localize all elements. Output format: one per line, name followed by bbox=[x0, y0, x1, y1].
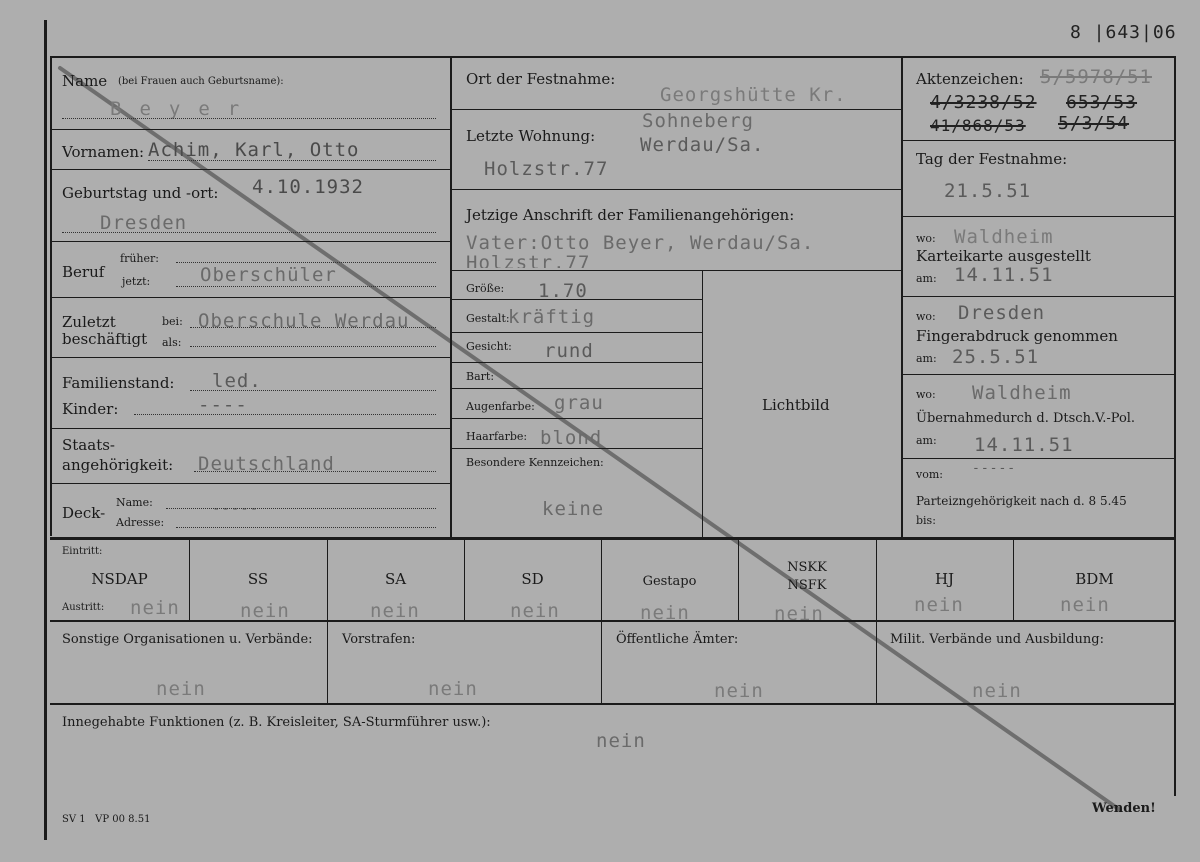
bart-label: Bart: bbox=[466, 370, 495, 383]
haar-label: Haarfarbe: bbox=[466, 430, 528, 443]
kartei-wo-value: Waldheim bbox=[954, 226, 1054, 248]
deck-value: ----- bbox=[212, 501, 260, 517]
name-note: (bei Frauen auch Geburtsname): bbox=[118, 76, 284, 87]
c2-row-line bbox=[450, 362, 702, 363]
aktenzeichen-3: 653/53 bbox=[1066, 92, 1138, 113]
lichtbild-divider bbox=[702, 270, 703, 538]
groesse-label: Größe: bbox=[466, 282, 505, 295]
zuletzt-label-2: beschäftigt bbox=[62, 330, 148, 348]
geburt-label: Geburtstag und -ort: bbox=[62, 184, 219, 202]
top-reference-number: 8 |643|06 bbox=[1070, 22, 1177, 43]
aemter-value: nein bbox=[714, 680, 764, 702]
c2-row-line bbox=[450, 418, 702, 419]
tag-festnahme-value: 21.5.51 bbox=[944, 180, 1032, 202]
zuletzt-label-1: Zuletzt bbox=[62, 313, 116, 331]
groesse-value: 1.70 bbox=[538, 280, 588, 302]
kinder-value: ---- bbox=[198, 394, 248, 416]
uebernahme-wo-value: Waldheim bbox=[972, 382, 1072, 404]
c3-row-line bbox=[901, 458, 1176, 459]
gestalt-value: kräftig bbox=[508, 306, 596, 328]
org-sd-value: nein bbox=[510, 600, 560, 622]
kartei-label: Karteikarte ausgestellt bbox=[916, 247, 1091, 265]
anschrift-value-1: Vater:Otto Beyer, Werdau/Sa. bbox=[466, 232, 815, 254]
org-bdm-name: BDM bbox=[1075, 570, 1114, 588]
zuletzt-bei-label: bei: bbox=[162, 315, 183, 328]
orgs-top-line bbox=[50, 537, 1176, 540]
vom-label: vom: bbox=[916, 468, 943, 481]
gestalt-label: Gestalt: bbox=[466, 312, 510, 325]
beruf-jetzt-label: jetzt: bbox=[122, 275, 151, 288]
col-divider-2 bbox=[901, 56, 903, 538]
milit-label: Milit. Verbände und Ausbildung: bbox=[890, 632, 1105, 647]
aktenzeichen-1: 5/5978/51 bbox=[1040, 66, 1152, 88]
org-sa-value: nein bbox=[370, 600, 420, 622]
uebernahme-am-value: 14.11.51 bbox=[974, 434, 1074, 456]
geburt-dots bbox=[62, 232, 436, 233]
staats-label-2: angehörigkeit: bbox=[62, 456, 174, 474]
org-hj-value: nein bbox=[914, 594, 964, 616]
anschrift-label: Jetzige Anschrift der Familienangehörigen: bbox=[466, 206, 795, 224]
org-ss-name: SS bbox=[247, 570, 269, 588]
augen-label: Augenfarbe: bbox=[466, 400, 535, 413]
deck-dots bbox=[166, 508, 436, 509]
vornamen-dots bbox=[148, 160, 436, 161]
aktenzeichen-2: 4/3238/52 bbox=[930, 92, 1037, 113]
finger-wo-value: Dresden bbox=[958, 302, 1046, 324]
austritt-label: Austritt: bbox=[62, 602, 105, 613]
c3-row-line bbox=[901, 216, 1176, 217]
deck-label: Deck- bbox=[62, 504, 106, 522]
familienstand-label: Familienstand: bbox=[62, 374, 175, 392]
c2-row-line bbox=[450, 189, 901, 190]
org-gestapo-value: nein bbox=[640, 602, 690, 620]
lichtbild-label: Lichtbild bbox=[762, 396, 830, 414]
gesicht-label: Gesicht: bbox=[466, 340, 512, 353]
anschrift-value-2: Holzstr.77 bbox=[466, 252, 591, 268]
misc-divider bbox=[876, 622, 877, 704]
kinder-label: Kinder: bbox=[62, 400, 119, 418]
beruf-frueher-label: früher: bbox=[120, 252, 159, 265]
wohnung-value-3: Holzstr.77 bbox=[484, 158, 609, 180]
kennzeichen-value: keine bbox=[542, 498, 605, 520]
wenden-label: Wenden! bbox=[1092, 801, 1156, 816]
bis-label: bis: bbox=[916, 514, 936, 527]
c1-row-line bbox=[50, 241, 450, 242]
org-nsdap-name: NSDAP bbox=[91, 570, 148, 588]
kinder-dots bbox=[134, 414, 436, 415]
geburt-date: 4.10.1932 bbox=[252, 176, 364, 198]
left-margin-bar bbox=[44, 20, 47, 840]
uebernahme-wo-label: wo: bbox=[916, 388, 936, 401]
c2-row-line bbox=[450, 270, 901, 271]
org-gestapo-name: Gestapo bbox=[642, 574, 697, 589]
c2-row-line bbox=[450, 332, 702, 333]
wohnung-value-2: Werdau/Sa. bbox=[640, 134, 765, 156]
augen-value: grau bbox=[554, 392, 604, 414]
milit-value: nein bbox=[972, 680, 1022, 702]
col-divider-1 bbox=[450, 56, 452, 538]
c3-row-line bbox=[901, 140, 1176, 141]
misc-divider bbox=[327, 622, 328, 704]
name-label: Name bbox=[62, 72, 108, 90]
c3-row-line bbox=[901, 374, 1176, 375]
staats-dots bbox=[194, 471, 436, 472]
haar-value: blond bbox=[540, 427, 603, 449]
deck-name-label: Name: bbox=[116, 496, 153, 509]
name-dots bbox=[62, 118, 436, 119]
org-sd-name: SD bbox=[521, 570, 544, 588]
misc-bottom-line bbox=[50, 703, 1176, 705]
tag-festnahme-label: Tag der Festnahme: bbox=[916, 150, 1068, 168]
sonstige-label: Sonstige Organisationen u. Verbände: bbox=[62, 632, 313, 647]
kartei-wo-label: wo: bbox=[916, 232, 936, 245]
zuletzt-dots bbox=[190, 327, 436, 328]
funktionen-label: Innegehabte Funktionen (z. B. Kreisleiter, SA-Sturmführer usw.): bbox=[62, 715, 491, 730]
misc-divider bbox=[601, 622, 602, 704]
kennzeichen-label: Besondere Kennzeichen: bbox=[466, 456, 604, 469]
festnahme-ort-value: Georgshütte Kr. bbox=[660, 84, 847, 106]
kartei-am-value: 14.11.51 bbox=[954, 264, 1054, 286]
aktenzeichen-label: Aktenzeichen: bbox=[916, 70, 1024, 88]
c1-row-line bbox=[50, 129, 450, 130]
orgs-bottom-line bbox=[50, 620, 1176, 622]
org-nsdap-value: nein bbox=[130, 597, 180, 619]
beruf-dots bbox=[176, 262, 436, 263]
zuletzt-dots bbox=[190, 346, 436, 347]
zuletzt-als-label: als: bbox=[162, 336, 182, 349]
c1-row-line bbox=[50, 428, 450, 429]
staats-value: Deutschland bbox=[198, 453, 335, 475]
org-nsfk-name: NSFK bbox=[787, 578, 827, 593]
c1-row-line bbox=[50, 483, 450, 484]
deck-adresse-label: Adresse: bbox=[116, 516, 165, 529]
aktenzeichen-5: 5/3/54 bbox=[1058, 113, 1130, 134]
c2-row-line bbox=[450, 388, 702, 389]
c1-row-line bbox=[50, 169, 450, 170]
geburt-place: Dresden bbox=[100, 212, 188, 234]
vorstrafen-value: nein bbox=[428, 678, 478, 700]
aktenzeichen-4: 41/868/53 bbox=[930, 116, 1026, 135]
festnahme-ort-label: Ort der Festnahme: bbox=[466, 70, 616, 88]
finger-am-label: am: bbox=[916, 352, 937, 365]
gesicht-value: rund bbox=[544, 340, 594, 362]
c3-row-line bbox=[901, 296, 1176, 297]
vornamen-label: Vornamen: bbox=[62, 143, 145, 161]
familienstand-value: led. bbox=[212, 370, 262, 392]
partei-label: Parteizngehörigkeit nach d. 8 5.45 bbox=[916, 494, 1127, 508]
c1-row-line bbox=[50, 297, 450, 298]
funktionen-value: nein bbox=[596, 730, 646, 752]
beruf-dots bbox=[176, 286, 436, 287]
frame-left bbox=[50, 56, 52, 536]
org-hj-name: HJ bbox=[934, 570, 955, 588]
familienstand-dots bbox=[190, 390, 436, 391]
beruf-label: Beruf bbox=[62, 263, 105, 281]
staats-label-1: Staats- bbox=[62, 436, 115, 454]
uebernahme-am-label: am: bbox=[916, 434, 937, 447]
frame-top bbox=[50, 56, 1176, 58]
name-value: Beyer bbox=[110, 98, 258, 120]
uebernahme-label: Übernahmedurch d. Dtsch.V.-Pol. bbox=[916, 411, 1136, 426]
org-nskk-value: nein bbox=[774, 603, 824, 620]
finger-wo-label: wo: bbox=[916, 310, 936, 323]
sonstige-value: nein bbox=[156, 678, 206, 700]
finger-label: Fingerabdruck genommen bbox=[916, 327, 1118, 345]
aemter-label: Öffentliche Ämter: bbox=[616, 632, 739, 647]
deck-dots bbox=[176, 527, 436, 528]
org-bdm-value: nein bbox=[1060, 594, 1110, 616]
vorstrafen-label: Vorstrafen: bbox=[342, 632, 416, 647]
vornamen-value: Achim, Karl, Otto bbox=[148, 139, 360, 161]
org-nskk-name: NSKK bbox=[787, 560, 827, 575]
vom-value: ----- bbox=[972, 461, 1017, 476]
org-ss-value: nein bbox=[240, 600, 290, 622]
beruf-value: Oberschüler bbox=[200, 264, 337, 286]
zuletzt-value: Oberschule Werdau bbox=[198, 310, 410, 332]
wohnung-value-1: Sohneberg bbox=[642, 110, 754, 132]
wohnung-label: Letzte Wohnung: bbox=[466, 127, 596, 145]
kartei-am-label: am: bbox=[916, 272, 937, 285]
eintritt-label: Eintritt: bbox=[62, 546, 103, 557]
org-sa-name: SA bbox=[384, 570, 407, 588]
form-code: SV 1 VP 00 8.51 bbox=[62, 814, 151, 825]
c1-row-line bbox=[50, 357, 450, 358]
frame-right bbox=[1174, 56, 1176, 796]
finger-am-value: 25.5.51 bbox=[952, 346, 1040, 368]
